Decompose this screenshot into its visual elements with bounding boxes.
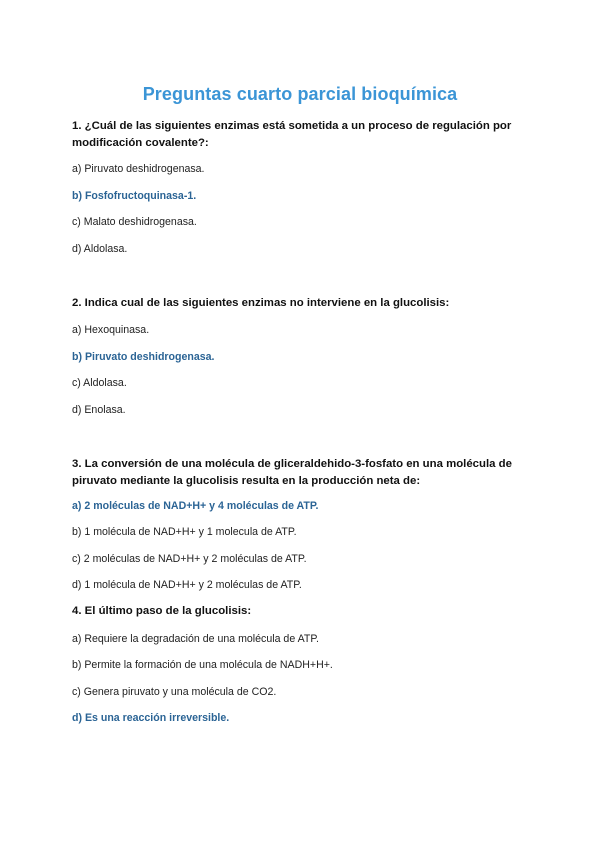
- question-1-option-c: c) Malato deshidrogenasa.: [72, 216, 197, 228]
- question-3: 3. La conversión de una molécula de gliceraldehido-3-fosfato en una molécula de piruvato mediante la glucolisis resulta en la producción neta de:: [72, 458, 512, 487]
- page-title: Preguntas cuarto parcial bioquímica: [142, 84, 458, 104]
- question-2-option-b-correct: b) Piruvato deshidrogenasa.: [72, 351, 215, 363]
- question-4-option-d-correct: d) Es una reacción irreversible.: [72, 712, 230, 724]
- question-2-option-c: c) Aldolasa.: [72, 377, 127, 389]
- question-3-option-c: c) 2 moléculas de NAD+H+ y 2 moléculas de ATP.: [72, 553, 307, 565]
- question-3-option-a-correct: a) 2 moléculas de NAD+H+ y 4 moléculas de ATP.: [72, 500, 319, 512]
- question-2-option-a: a) Hexoquinasa.: [72, 324, 150, 336]
- question-2: 2. Indica cual de las siguientes enzimas no interviene en la glucolisis:: [72, 297, 450, 309]
- question-1: 1. ¿Cuál de las siguientes enzimas está sometida a un proceso de regulación por modificación covalente?:: [72, 120, 512, 149]
- question-2-option-d: d) Enolasa.: [72, 404, 126, 416]
- question-4-option-b: b) Permite la formación de una molécula de NADH+H+.: [72, 659, 333, 671]
- question-4-option-c: c) Genera piruvato y una molécula de CO2.: [72, 686, 277, 698]
- question-1-option-a: a) Piruvato deshidrogenasa.: [72, 163, 205, 175]
- question-4-option-a: a) Requiere la degradación de una molécula de ATP.: [72, 633, 319, 645]
- question-3-option-b: b) 1 molécula de NAD+H+ y 1 molecula de ATP.: [72, 526, 297, 538]
- question-4: 4. El último paso de la glucolisis:: [72, 605, 252, 617]
- question-1-option-d: d) Aldolasa.: [72, 243, 128, 255]
- question-3-option-d: d) 1 molécula de NAD+H+ y 2 moléculas de ATP.: [72, 579, 302, 591]
- question-1-option-b-correct: b) Fosfofructoquinasa-1.: [72, 190, 197, 202]
